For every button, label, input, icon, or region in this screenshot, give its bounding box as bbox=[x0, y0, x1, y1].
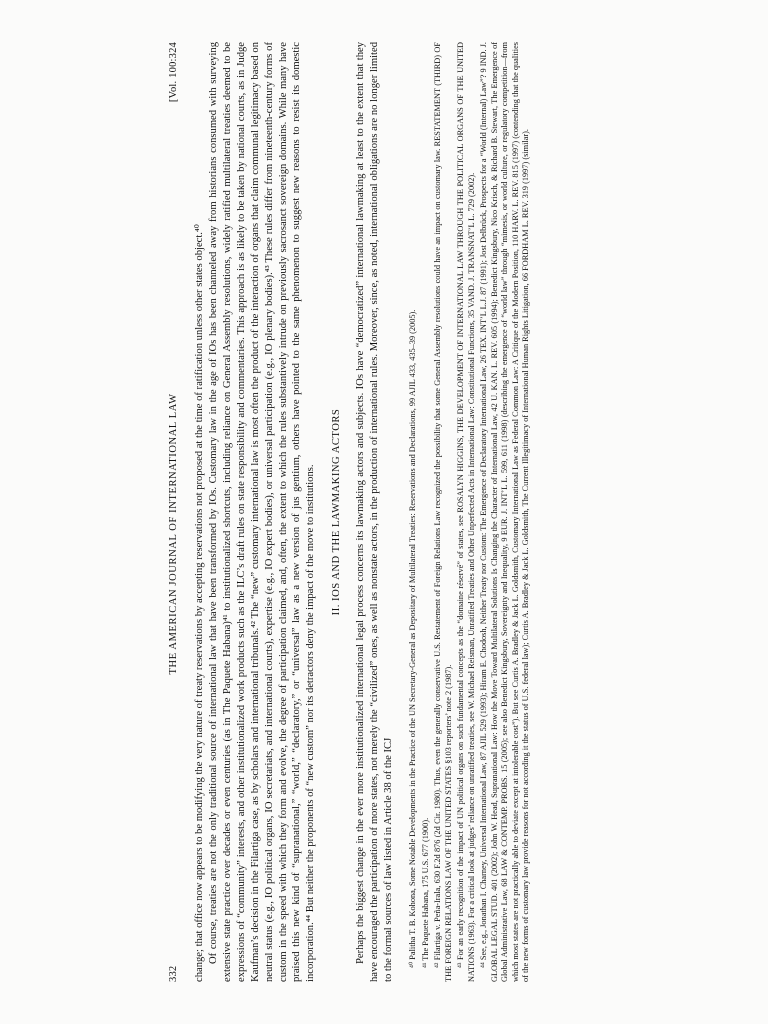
journal-page bbox=[168, 42, 600, 982]
footnote-40: ⁴⁰ Palitha T. B. Kohona, Some Notable Developments in the Practice of the UN Secretary-General as Depositary of Multilateral Treaties: Reservations and Declarations, 99 AJIL 433, 435–39 (2005). bbox=[408, 309, 418, 968]
footnote-44: ⁴⁴ See, e.g., Jonathan I. Charney, Universal International Law, 87 AJIL 529 (1993); Hiram E. Chodosh, Neither Treaty nor Custom: The Emergence of Declaratory International Law, 26 TEX. INT’L L.J. 87 (1991); Jost Delbrück, Prospects for a “World (Internal) Law”? 9 IND. J. GLOBAL LEGAL STUD. 401 (2002); John W. Head, Supranational Law: How the Move Toward Multilateral Solutions Is Changing the Character of International Law, 42 U. KAN. L. REV. 605 (1994); Benedict Kingsbury, Nico Krisch, & Richard B. Stewart, The Emergence of Global Administrative Law, 68 LAW & CONTEMP. PROBS. 15 (2005); see also Benedict Kingsbury, Sovereignty and Inequality, 9 EUR. J. INT’L L. 599, 611 (1998) (describing the emergence of “world law” through “mimesis, or world culture, or regulatory competition—from which most states are not practically able to deviate except at intolerable cost”). But see Curtis A. Bradley & Jack L. Goldsmith, Customary International Law as Federal Common Law: A Critique of the Modern Position, 110 HARV. L. REV. 815 (1997) (contending that the qualities of the new forms of customary law provide reasons for not according it the status of U.S. federal law); Curtis A. Bradley & Jack L. Goldsmith, The Current Illegitimacy of International Human Rights Litigation, 66 FORDHAM L. REV. 319 (1997) (similar). bbox=[479, 42, 531, 982]
section-heading: II. IOS AND THE LAWMAKING ACTORS bbox=[331, 408, 343, 616]
page-number: 332 bbox=[168, 965, 179, 982]
paragraph-2: Of course, treaties are not the only traditional source of international law that have been transformed by IOs. Customary law in the age of IOs has been channeled away from historians consumed with surveying extensive state practice over decades or even centuries (as in The Paquete Habana)⁴¹ to institutionalized shortcuts, including reliance on General Assembly resolutions, widely ratified multilateral treaties deemed to be expressions of “community” interests, and other institutionalized work products such as the ILC’s draft rules on state responsibility and commentaries. This approach is as likely to be taken by national courts, as in Judge Kaufman’s decision in the Filartiga case, as by scholars and international tribunals.⁴² The “new” customary international law is most often the product of the interaction of organs that claim communal legitimacy based on neutral status (e.g., IO political organs, IO secretariats, and international courts), expertise (e.g., IO expert bodies), or universal participation (e.g., IO plenary bodies).⁴³ These rules differ from nineteenth-century forms of custom in the speed with which they form and evolve, the degree of participation claimed, and, often, the extent to which the rules substantively intrude on previously sacrosanct sovereign domains. While many have praised this new kind of “supranational,” “world,” “declaratory,” or “universal” law as a new version of jus gentium, others have pointed to the same phenomenon to suggest new reasons to resist its domestic incorporation.⁴⁴ But neither the proponents of “new custom” nor its detractors deny the impact of the move to institutions. bbox=[207, 42, 317, 982]
footnote-42: ⁴² Filartiga v. Peña-Irala, 630 F.2d 876 (2d Cir. 1980). Thus, even the generally conservative U.S. Restatement of Foreign Relations Law recognized the possibility that some General Assembly resolutions could have an impact on customary law. RESTATEMENT (THIRD) OF THE FOREIGN RELATIONS LAW OF THE UNITED STATES §103 reporters’ note 2 (1987). bbox=[433, 42, 453, 982]
section-text bbox=[354, 42, 396, 982]
section-paragraph-1: Perhaps the biggest change in the ever more institutionalized international legal process concerns its lawmaking actors and subjects. IOs have “democratized” international lawmaking at least to the extent that they have encouraged the participation of more states, not merely the “civilized” ones, as well as nonstate actors, in the production of international rules. Moreover, since, as noted, international obligations are no longer limited to the formal sources of law listed in Article 38 of the ICJ bbox=[355, 42, 395, 982]
footnote-41: ⁴¹ The Paquete Habana, 175 U.S. 677 (1900). bbox=[420, 817, 430, 968]
footnotes bbox=[408, 42, 532, 982]
main-text bbox=[193, 42, 318, 982]
footnote-43: ⁴³ For an early recognition of the impact of UN political organs on such fundamental concepts as the “domaine réservé” of states, see ROSALYN HIGGINS, THE DEVELOPMENT OF INTERNATIONAL LAW THROUGH THE POLITICAL ORGANS OF THE UNITED NATIONS (1963). For a critical look at judges’ reliance on unratified treaties, see W. Michael Reisman, Unratified Treaties and Other Unperfected Acts in International Law: Constitutional Functions, 35 VAND. J. TRANSNAT’L L. 729 (2002). bbox=[456, 42, 476, 982]
volume-reference: [Vol. 100:324 bbox=[168, 42, 179, 103]
journal-title: THE AMERICAN JOURNAL OF INTERNATIONAL LAW bbox=[168, 393, 179, 675]
paragraph-1: change; that office now appears to be modifying the very nature of treaty reservations by accepting reservations not proposed at the time of ratification unless other states object.⁴⁰ bbox=[194, 224, 205, 982]
running-head bbox=[168, 42, 179, 982]
